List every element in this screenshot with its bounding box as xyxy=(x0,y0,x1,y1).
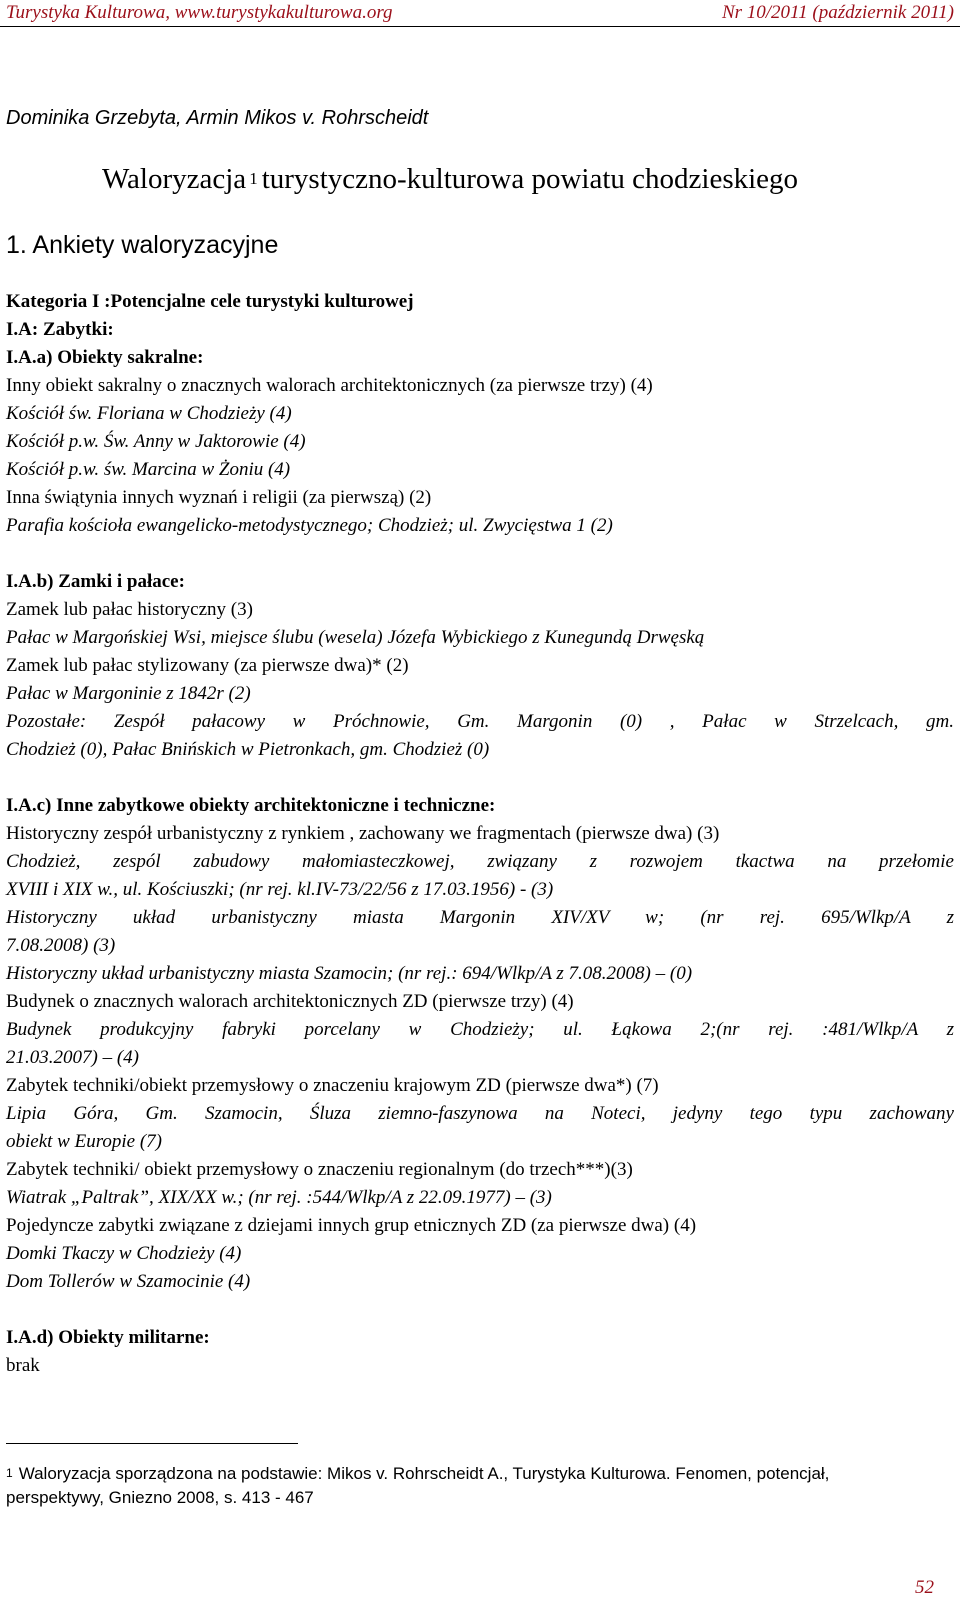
footnote-divider xyxy=(6,1443,298,1444)
criterion: Zabytek techniki/obiekt przemysłowy o znaczeniu krajowym ZD (pierwsze dwa*) (7) xyxy=(6,1075,659,1096)
subcategory-heading: I.A: Zabytki: xyxy=(6,319,114,340)
list-item: Chodzież, zespól zabudowy małomiasteczkowej, związany z rozwojem tkactwa na przełomie xyxy=(6,851,954,872)
criterion: Zamek lub pałac stylizowany (za pierwsze dwa)* (2) xyxy=(6,655,409,676)
category-heading: Kategoria I :Potencjalne cele turystyki kulturowej xyxy=(6,291,414,312)
list-item: Kościół p.w. św. Marcina w Żoniu (4) xyxy=(6,459,291,480)
section-heading: I.A.c) Inne zabytkowe obiekty architektoniczne i techniczne: xyxy=(6,795,496,816)
title-main: Waloryzacja xyxy=(102,163,247,195)
list-item: Pałac w Margońskiej Wsi, miejsce ślubu (wesela) Józefa Wybickiego z Kunegundą Drwęską xyxy=(6,627,705,648)
section-heading: I.A.d) Obiekty militarne: xyxy=(6,1327,210,1348)
list-item: Chodzież (0), Pałac Bnińskich w Pietronkach, gm. Chodzież (0) xyxy=(6,739,490,760)
list-item: brak xyxy=(6,1355,40,1376)
list-item: Dom Tollerów w Szamocinie (4) xyxy=(6,1271,251,1292)
running-header xyxy=(0,0,960,27)
list-item: Historyczny układ urbanistyczny miasta Szamocin; (nr rej.: 694/Wlkp/A z 7.08.2008) – (0) xyxy=(6,963,693,984)
criterion: Historyczny zespół urbanistyczny z rynkiem , zachowany we fragmentach (pierwsze dwa) (3) xyxy=(6,823,720,844)
section-heading: 1. Ankiety waloryzacyjne xyxy=(6,231,279,259)
footnote-continuation: perspektywy, Gniezno 2008, s. 413 - 467 xyxy=(6,1488,314,1507)
list-item: Wiatrak „Paltrak”, XIX/XX w.; (nr rej. :544/Wlkp/A z 22.09.1977) – (3) xyxy=(6,1187,552,1208)
list-item: 7.08.2008) (3) xyxy=(6,935,116,956)
list-item: obiekt w Europie (7) xyxy=(6,1131,163,1152)
criterion: Zamek lub pałac historyczny (3) xyxy=(6,599,253,620)
journal-title: Turystyka Kulturowa, www.turystykakulturowa.org xyxy=(6,2,393,23)
criterion: Inny obiekt sakralny o znacznych walorach architektonicznych (za pierwsze trzy) (4) xyxy=(6,375,653,396)
section-heading: I.A.a) Obiekty sakralne: xyxy=(6,347,204,368)
list-item: Historyczny układ urbanistyczny miasta Margonin XIV/XV w; (nr rej. 695/Wlkp/A z xyxy=(6,907,954,928)
issue-number: Nr 10/2011 (październik 2011) xyxy=(721,2,954,23)
criterion: Pojedyncze zabytki związane z dziejami innych grup etnicznych ZD (za pierwsze dwa) (4) xyxy=(6,1215,697,1236)
list-item: XVIII i XIX w., ul. Kościuszki; (nr rej. kl.IV-73/22/56 z 17.03.1956) - (3) xyxy=(6,879,554,900)
section-heading: I.A.b) Zamki i pałace: xyxy=(6,571,185,592)
footnote-number: 1 xyxy=(6,1466,13,1480)
criterion: Inna świątynia innych wyznań i religii (za pierwszą) (2) xyxy=(6,487,432,508)
list-item: Kościół św. Floriana w Chodzieży (4) xyxy=(6,403,292,424)
list-item: Kościół p.w. Św. Anny w Jaktorowie (4) xyxy=(6,431,306,452)
list-item: Lipia Góra, Gm. Szamocin, Śluza ziemno-faszynowa na Noteci, jedyny tego typu zachowany xyxy=(6,1103,954,1124)
article-title xyxy=(102,160,960,202)
title-rest: turystyczno-kulturowa powiatu chodzieskiego xyxy=(261,163,799,195)
list-item: Pałac w Margoninie z 1842r (2) xyxy=(6,683,251,704)
page-number: 52 xyxy=(915,1577,934,1598)
footnote xyxy=(6,1462,954,1487)
criterion: Zabytek techniki/ obiekt przemysłowy o znaczeniu regionalnym (do trzech***)(3) xyxy=(6,1159,633,1180)
list-item: Budynek produkcyjny fabryki porcelany w Chodzieży; ul. Łąkowa 2;(nr rej. :481/Wlkp/A z xyxy=(6,1019,954,1040)
authors: Dominika Grzebyta, Armin Mikos v. Rohrscheidt xyxy=(6,107,429,129)
list-item: 21.03.2007) – (4) xyxy=(6,1047,139,1068)
title-footnote-ref: 1 xyxy=(249,169,258,188)
list-item: Parafia kościoła ewangelicko-metodystycznego; Chodzież; ul. Zwycięstwa 1 (2) xyxy=(6,515,613,536)
list-item: Pozostałe: Zespół pałacowy w Próchnowie, Gm. Margonin (0) , Pałac w Strzelcach, gm. xyxy=(6,711,954,732)
list-item: Domki Tkaczy w Chodzieży (4) xyxy=(6,1243,242,1264)
criterion: Budynek o znacznych walorach architektonicznych ZD (pierwsze trzy) (4) xyxy=(6,991,574,1012)
footnote-text: Waloryzacja sporządzona na podstawie: Mikos v. Rohrscheidt A., Turystyka Kulturowa. Fenomen, potencjał, xyxy=(18,1464,830,1483)
